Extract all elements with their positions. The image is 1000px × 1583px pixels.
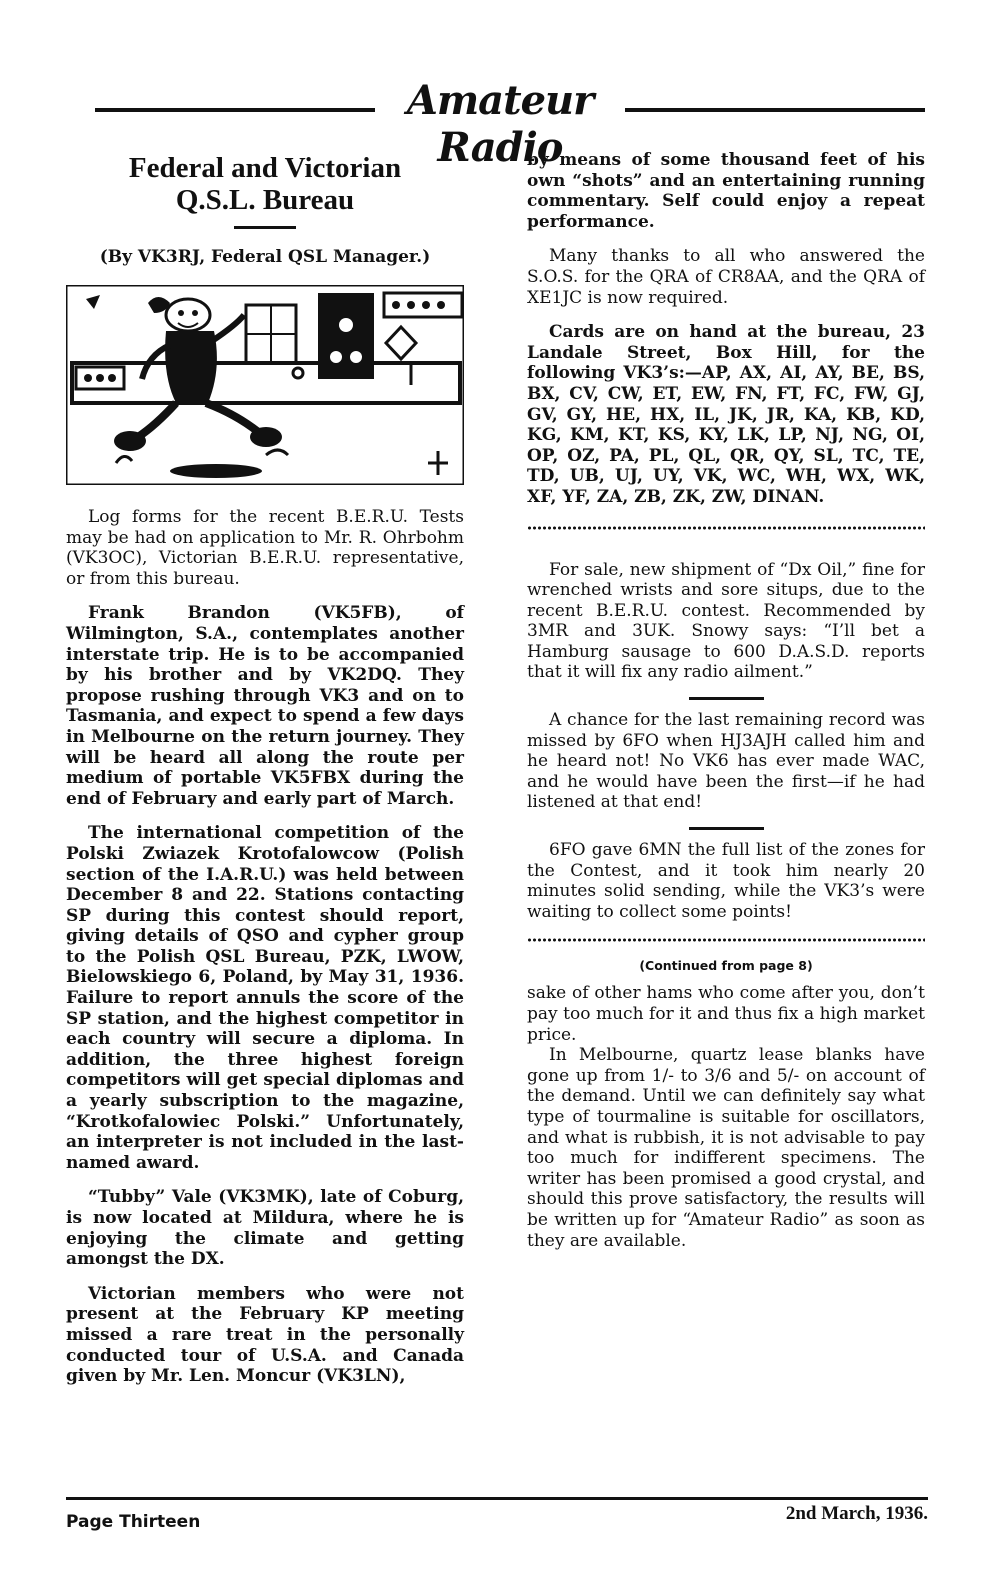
right-paragraph-4: For sale, new shipment of “Dx Oil,” fine for wrenched wrists and sore situps, due to the recent B.E.R.U. contest. Recommended by 3MR and 3UK. Snowy says: “I’ll bet a Hamburg sausage to 600 D.A.S.D. reports that it will fix any radio ailment.”	[527, 559, 925, 683]
left-paragraph-3: The international competition of the Polski Zwiazek Krotofalowcow (Polish section of the I.A.R.U.) was held between December 8 and 22. Stations contacting SP during this contest should report, giving details of QSO and cypher group to the Polish QSL Bureau, PZK, LWOW, Bielowskiego 6, Poland, by May 31, 1936. Failure to report annuls the score of the SP station, and the highest competitor in each country will secure a diploma. In addition, the three highest foreign competitors will get special diplomas and a yearly subscription to the magazine, “Krotkofalowiec Polski.” Unfortunately, an interpreter is not included in the last-named award.	[66, 823, 464, 1173]
right-paragraph-7: sake of other hams who come after you, don’t pay too much for it and thus fix a high market price.	[527, 983, 925, 1045]
dotted-divider	[527, 524, 925, 532]
dotted-divider	[527, 936, 925, 944]
article-title	[66, 152, 464, 216]
right-column	[527, 150, 925, 1251]
left-paragraph-4: “Tubby” Vale (VK3MK), late of Coburg, is now located at Mildura, where he is enjoying the climate and getting amongst the DX.	[66, 1187, 464, 1270]
page-number: Page Thirteen	[66, 1512, 201, 1532]
masthead-rule-left	[95, 108, 375, 112]
masthead-rule-right	[625, 108, 925, 112]
article-title-line1: Federal and Victorian	[128, 152, 402, 184]
right-paragraph-1: by means of some thousand feet of his own “shots” and an entertaining running commentary. Self could enjoy a repeat performance.	[527, 150, 925, 232]
title-divider	[234, 226, 296, 229]
left-paragraph-1: Log forms for the recent B.E.R.U. Tests may be had on application to Mr. R. Ohrbohm (VK3OC), Victorian B.E.R.U. representative, or from this bureau.	[66, 507, 464, 589]
right-paragraph-2: Many thanks to all who answered the S.O.S. for the QRA of CR8AA, and the QRA of XE1JC is now required.	[527, 246, 925, 308]
right-paragraph-6: 6FO gave 6MN the full list of the zones for the Contest, and it took him nearly 20 minutes solid sending, while the VK3’s were waiting to collect some points!	[527, 840, 925, 922]
issue-date: 2nd March, 1936.	[785, 1503, 928, 1524]
right-paragraph-5: A chance for the last remaining record was missed by 6FO when HJ3AJH called him and he heard not! No VK6 has ever made WAC, and he would have been the first—if he had listened at that end!	[527, 710, 925, 813]
right-paragraph-8: In Melbourne, quartz lease blanks have gone up from 1/- to 3/6 and 5/- on account of the demand. Until we can definitely say what type of tourmaline is suitable for oscillators, and what is rubbish, it is not advisable to pay too much for indifferent specimens. The writer has been promised a good crystal, and should this prove satisfactory, the results will be written up for “Amateur Radio” as soon as they are available.	[527, 1045, 925, 1251]
short-divider	[689, 827, 764, 830]
continued-note: (Continued from page 8)	[639, 958, 813, 974]
masthead-logo: Amateur Radio	[406, 77, 594, 171]
article-title-line2: Q.S.L. Bureau	[175, 184, 355, 216]
footer-rule	[66, 1497, 928, 1500]
left-column	[66, 150, 464, 1401]
cartoon-radio-ham-icon	[66, 285, 464, 485]
left-paragraph-2: Frank Brandon (VK5FB), of Wilmington, S.A., contemplates another interstate trip. He is to be accompanied by his brother and by VK2DQ. They propose rushing through VK3 and on to Tasmania, and expect to spend a few days in Melbourne on the return journey. They will be heard all along the route per medium of portable VK5FBX during the end of February and early part of March.	[66, 603, 464, 809]
short-divider	[689, 697, 764, 700]
left-paragraph-5: Victorian members who were not present at the February KP meeting missed a rare treat in the personally conducted tour of U.S.A. and Canada given by Mr. Len. Moncur (VK3LN),	[66, 1283, 464, 1387]
article-byline: (By VK3RJ, Federal QSL Manager.)	[99, 247, 431, 267]
right-paragraph-3: Cards are on hand at the bureau, 23 Landale Street, Box Hill, for the following VK3’s:—AP, AX, AI, AY, BE, BS, BX, CV, CW, ET, EW, FN, FT, FC, FW, GJ, GV, GY, HE, HX, IL, JK, JR, KA, KB, KD, KG, KM, KT, KS, KY, LK, LP, NJ, NG, OI, OP, OZ, PA, PL, QL, QR, QY, SL, TC, TE, TD, UB, UJ, UY, VK, WC, WH, WX, WK, XF, YF, ZA, ZB, ZK, ZW, DINAN.	[527, 322, 925, 507]
